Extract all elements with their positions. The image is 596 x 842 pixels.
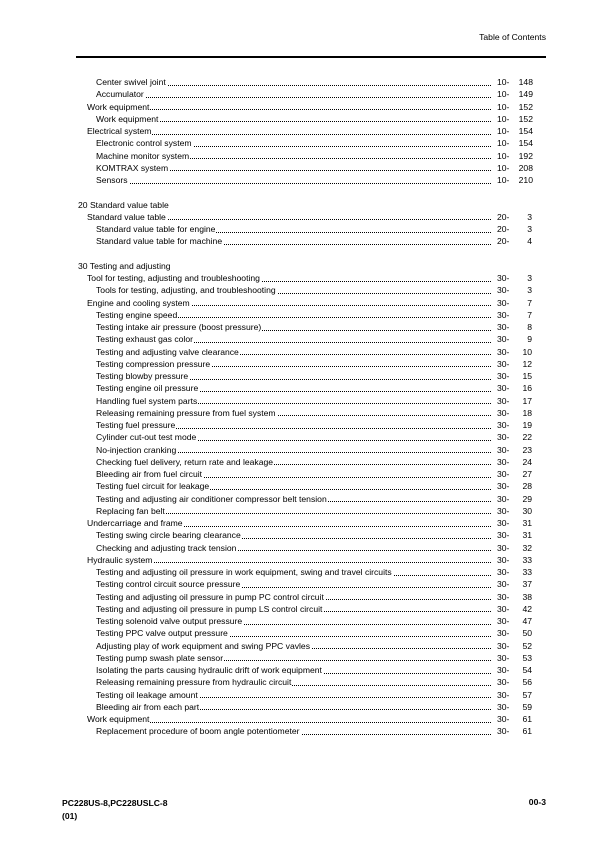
toc-entry-text: Handling fuel system parts (96, 395, 198, 406)
toc-subsection-entry[interactable] (0, 346, 596, 358)
toc-section-number: 10- (497, 175, 510, 185)
toc-entry-text: Isolating the parts causing hydraulic drift of work equipment (96, 665, 322, 675)
toc-entry-text: Bleeding air from each part (96, 701, 200, 712)
toc-subsection-entry[interactable] (0, 235, 596, 247)
toc-subsection-entry[interactable] (0, 664, 596, 676)
toc-entry-title (96, 627, 229, 639)
toc-entry-title (96, 223, 216, 235)
toc-section-entry[interactable] (0, 517, 596, 529)
toc-section-number: 30- (497, 469, 510, 479)
toc-subsection-entry[interactable] (0, 542, 596, 554)
toc-section-number: 30- (497, 346, 510, 357)
footer-revision: (01) (62, 811, 78, 821)
toc-entry-title (96, 689, 199, 701)
toc-section-number: 20- (497, 211, 510, 222)
toc-section-entry[interactable] (0, 554, 596, 566)
toc-subsection-entry[interactable] (0, 174, 596, 186)
toc-subsection-entry[interactable] (0, 640, 596, 652)
toc-page-number: 47 (522, 616, 532, 626)
page-header-title: Table of Contents (479, 32, 546, 42)
toc-section-number: 30- (497, 518, 510, 528)
toc-subsection-entry[interactable] (0, 627, 596, 639)
toc-subsection-entry[interactable] (0, 468, 596, 480)
toc-page-number: 56 (522, 677, 532, 688)
toc-page-number: 152 (518, 113, 533, 124)
toc-entry-title (96, 640, 311, 652)
toc-page-number: 59 (522, 701, 532, 712)
toc-entry-title (87, 713, 150, 725)
toc-entry-title (96, 284, 277, 296)
toc-entry-text: Electrical system (87, 126, 152, 136)
toc-entry-title (96, 162, 169, 174)
toc-section-number: 30- (497, 371, 510, 381)
toc-section-number: 30- (497, 395, 510, 406)
toc-entry-title (96, 407, 277, 419)
toc-entry-text: Replacing fan belt (96, 505, 165, 516)
toc-subsection-entry[interactable] (0, 444, 596, 456)
toc-entry-text: Testing exhaust gas color (96, 334, 193, 345)
toc-entry-text: Adjusting play of work equipment and swing PPC vavles (96, 640, 311, 651)
toc-subsection-entry[interactable] (0, 505, 596, 517)
toc-entry-title (87, 101, 150, 113)
toc-page-number: 10 (522, 346, 532, 357)
footer-model-block (62, 797, 168, 823)
toc-entry-text: Undercarriage and frame (87, 518, 183, 528)
toc-page-number: 152 (518, 101, 533, 112)
toc-section-entry[interactable] (0, 125, 596, 137)
toc-section-entry[interactable] (0, 101, 596, 113)
toc-section-number: 30- (497, 665, 510, 675)
toc-subsection-entry[interactable] (0, 333, 596, 345)
toc-entry-text: Tool for testing, adjusting and troubleshooting (87, 273, 260, 283)
toc-entry-title (96, 431, 197, 443)
toc-section-number: 30- (497, 567, 510, 577)
toc-page-number: 28 (522, 481, 532, 492)
toc-page-number: 16 (522, 383, 532, 394)
toc-page-number: 4 (527, 236, 532, 247)
toc-subsection-entry[interactable] (0, 578, 596, 590)
toc-section-number: 30- (497, 273, 510, 283)
toc-page-number: 31 (522, 530, 532, 541)
toc-subsection-entry[interactable] (0, 419, 596, 431)
toc-entry-title (96, 370, 189, 382)
toc-section-number: 10- (497, 77, 510, 87)
toc-entry-text: Testing and adjusting air conditioner compressor belt tension (96, 493, 327, 504)
table-of-contents (0, 76, 596, 738)
toc-entry-title (96, 395, 198, 407)
toc-entry-text: Bleeding air from fuel circuit (96, 469, 203, 479)
toc-entry-title (96, 529, 242, 541)
toc-section-number: 20- (497, 224, 510, 234)
toc-page-number: 42 (522, 603, 532, 614)
toc-subsection-entry[interactable] (0, 162, 596, 174)
toc-page-number: 24 (522, 456, 532, 467)
toc-entry-title (78, 199, 170, 211)
toc-section-number: 30- (497, 579, 510, 590)
toc-entry-text: Releasing remaining pressure from hydraulic circuit (96, 677, 292, 688)
toc-entry-title (96, 701, 200, 713)
toc-entry-text: Standard value table for engine (96, 224, 216, 234)
toc-section-number: 10- (497, 101, 510, 112)
toc-entry-title (96, 676, 292, 688)
toc-entry-title (96, 456, 274, 468)
toc-section-number: 30- (497, 432, 510, 443)
toc-page-number: 149 (518, 89, 533, 100)
toc-subsection-entry[interactable] (0, 358, 596, 370)
toc-entry-text: Testing blowby pressure (96, 371, 189, 381)
toc-page-number: 53 (522, 652, 532, 663)
toc-entry-text: Testing fuel pressure (96, 420, 176, 430)
toc-entry-title (96, 468, 203, 480)
toc-entry-title (96, 346, 240, 358)
toc-section-number: 30- (497, 554, 510, 565)
toc-subsection-entry[interactable] (0, 493, 596, 505)
toc-entry-title (87, 554, 153, 566)
toc-section-number: 30- (497, 420, 510, 430)
toc-page-number: 50 (522, 628, 532, 639)
toc-page-number: 208 (518, 162, 533, 173)
toc-page-number: 18 (522, 407, 532, 418)
toc-section-number: 30- (497, 444, 510, 455)
toc-section-number: 30- (497, 628, 510, 639)
toc-entry-text: Testing oil leakage amount (96, 689, 198, 700)
toc-page-number: 52 (522, 640, 532, 651)
toc-section-number: 10- (497, 150, 510, 161)
toc-page-number: 22 (522, 432, 532, 443)
toc-section-number: 30- (497, 322, 510, 332)
toc-page-number: 210 (518, 175, 533, 185)
toc-entry-title (96, 591, 325, 603)
toc-section-number: 30- (497, 309, 510, 320)
toc-entry-text: Standard value table for machine (96, 236, 223, 247)
toc-page-number: 9 (527, 334, 532, 345)
toc-entry-text: Checking fuel delivery, return rate and leakage (96, 456, 274, 467)
toc-entry-text: Testing and adjusting oil pressure in pump LS control circuit (96, 603, 323, 614)
footer-page-number: 00-3 (528, 797, 546, 807)
toc-section-entry[interactable] (0, 713, 596, 725)
toc-section-number: 30- (497, 407, 510, 418)
toc-page-number: 154 (518, 126, 533, 136)
toc-entry-text: Hydraulic system (87, 554, 153, 565)
toc-page-number: 15 (522, 371, 532, 381)
toc-subsection-entry[interactable] (0, 76, 596, 88)
toc-entry-title (96, 76, 167, 88)
toc-entry-title (96, 150, 190, 162)
toc-page-number: 61 (522, 714, 532, 724)
toc-subsection-entry[interactable] (0, 652, 596, 664)
toc-entry-title (87, 297, 191, 309)
toc-subsection-entry[interactable] (0, 150, 596, 162)
toc-entry-title (87, 125, 152, 137)
toc-subsection-entry[interactable] (0, 615, 596, 627)
footer-model: PC228US-8,PC228USLC-8 (62, 798, 168, 808)
toc-section-entry[interactable] (0, 297, 596, 309)
toc-entry-title (87, 517, 184, 529)
toc-entry-text: Sensors (96, 175, 128, 185)
toc-page-number: 31 (522, 518, 532, 528)
toc-chapter-heading (0, 260, 596, 272)
toc-subsection-entry[interactable] (0, 370, 596, 382)
toc-entry-text: Testing and adjusting oil pressure in pump PC control circuit (96, 591, 324, 602)
toc-entry-text: Testing engine oil pressure (96, 383, 199, 394)
toc-page-number: 57 (522, 689, 532, 700)
toc-page-number: 32 (522, 542, 532, 553)
toc-page-number: 3 (527, 273, 532, 283)
toc-page-number: 192 (518, 150, 533, 161)
toc-subsection-entry[interactable] (0, 223, 596, 235)
toc-entry-text: Electronic control system (96, 138, 192, 149)
toc-section-number: 10- (497, 113, 510, 124)
toc-entry-title (96, 664, 323, 676)
toc-subsection-entry[interactable] (0, 407, 596, 419)
toc-entry-text: No-injection cranking (96, 444, 177, 455)
toc-subsection-entry[interactable] (0, 566, 596, 578)
toc-entry-text: Releasing remaining pressure from fuel system (96, 407, 276, 418)
toc-entry-text: KOMTRAX system (96, 162, 169, 173)
toc-entry-title (96, 382, 199, 394)
toc-subsection-entry[interactable] (0, 395, 596, 407)
toc-section-number: 30- (497, 689, 510, 700)
toc-subsection-entry[interactable] (0, 88, 596, 100)
toc-entry-title (96, 615, 243, 627)
toc-entry-text: Testing solenoid valve output pressure (96, 616, 243, 626)
toc-entry-text: Testing and adjusting valve clearance (96, 346, 239, 357)
toc-subsection-entry[interactable] (0, 676, 596, 688)
toc-entry-title (96, 652, 224, 664)
toc-entry-title (78, 260, 172, 272)
toc-section-number: 30- (497, 726, 510, 737)
toc-subsection-entry[interactable] (0, 603, 596, 615)
toc-entry-title (87, 211, 167, 223)
toc-entry-title (96, 419, 176, 431)
toc-entry-text: Testing pump swash plate sensor (96, 652, 224, 663)
toc-page-number: 33 (522, 554, 532, 565)
toc-entry-text: Machine monitor system (96, 150, 190, 161)
toc-subsection-entry[interactable] (0, 321, 596, 333)
toc-page-number: 17 (522, 395, 532, 406)
toc-entry-text: Testing fuel circuit for leakage (96, 481, 210, 492)
toc-entry-text: Testing PPC valve output pressure (96, 628, 228, 639)
toc-section-number: 30- (497, 701, 510, 712)
toc-page-number: 3 (527, 224, 532, 234)
toc-entry-text: Checking and adjusting track tension (96, 542, 237, 553)
toc-entry-title (96, 137, 193, 149)
toc-page-number: 30 (522, 505, 532, 516)
toc-page-number: 3 (527, 285, 532, 296)
toc-page-number: 38 (522, 591, 532, 602)
toc-entry-text: Testing compression pressure (96, 358, 211, 369)
toc-page-number: 23 (522, 444, 532, 455)
toc-subsection-entry[interactable] (0, 529, 596, 541)
toc-page-number: 7 (527, 309, 532, 320)
toc-leader-dots (96, 97, 491, 98)
toc-subsection-entry[interactable] (0, 113, 596, 125)
toc-section-number: 30- (497, 542, 510, 553)
toc-section-number: 30- (497, 591, 510, 602)
toc-entry-text: Accumulator (96, 89, 144, 100)
toc-page-number: 154 (518, 138, 533, 149)
toc-page-number: 3 (527, 211, 532, 222)
toc-subsection-entry[interactable] (0, 480, 596, 492)
toc-subsection-entry[interactable] (0, 456, 596, 468)
toc-subsection-entry[interactable] (0, 701, 596, 713)
toc-section-number: 30- (497, 603, 510, 614)
toc-subsection-entry[interactable] (0, 309, 596, 321)
toc-entry-text: Tools for testing, adjusting, and troubleshooting (96, 285, 276, 296)
toc-entry-title (96, 542, 237, 554)
toc-section-number: 30- (497, 640, 510, 651)
toc-entry-text: Testing control circuit source pressure (96, 579, 241, 590)
toc-spacer (0, 186, 596, 198)
toc-section-number: 10- (497, 126, 510, 136)
toc-entry-text: Standard value table (87, 211, 166, 222)
toc-page-number: 33 (522, 567, 532, 577)
toc-entry-text: Testing swing circle bearing clearance (96, 530, 241, 541)
toc-entry-title (96, 493, 328, 505)
toc-chapter-heading (0, 199, 596, 211)
toc-page-number: 61 (522, 726, 532, 737)
toc-entry-title (96, 235, 223, 247)
toc-section-number: 30- (497, 334, 510, 345)
toc-section-entry[interactable] (0, 272, 596, 284)
toc-section-number: 20- (497, 236, 510, 247)
toc-entry-title (96, 725, 301, 737)
toc-entry-text: Testing engine speed (96, 309, 178, 320)
toc-subsection-entry[interactable] (0, 284, 596, 296)
toc-page-number: 29 (522, 493, 532, 504)
toc-subsection-entry[interactable] (0, 725, 596, 737)
toc-subsection-entry[interactable] (0, 591, 596, 603)
toc-section-number: 30- (497, 530, 510, 541)
toc-section-number: 30- (497, 677, 510, 688)
toc-entry-title (96, 309, 178, 321)
toc-section-number: 30- (497, 456, 510, 467)
toc-page-number: 148 (518, 77, 533, 87)
toc-entry-text: Center swivel joint (96, 77, 166, 87)
toc-entry-text: Cylinder cut-out test mode (96, 432, 197, 443)
toc-entry-title (96, 358, 211, 370)
toc-entry-text: 30 Testing and adjusting (78, 260, 171, 271)
toc-leader-dots (96, 183, 491, 184)
toc-section-number: 10- (497, 138, 510, 149)
toc-entry-text: Work equipment (87, 714, 150, 724)
toc-section-number: 30- (497, 285, 510, 296)
toc-section-number: 30- (497, 505, 510, 516)
toc-section-number: 30- (497, 481, 510, 492)
toc-entry-text: Replacement procedure of boom angle potentiometer (96, 726, 300, 737)
toc-section-number: 10- (497, 162, 510, 173)
toc-entry-title (96, 113, 159, 125)
toc-entry-text: Work equipment (87, 101, 150, 112)
toc-entry-title (96, 480, 210, 492)
toc-subsection-entry[interactable] (0, 382, 596, 394)
toc-page-number: 54 (522, 665, 532, 675)
toc-section-number: 30- (497, 652, 510, 663)
toc-entry-title (87, 272, 261, 284)
toc-entry-title (96, 566, 393, 578)
toc-page-number: 8 (527, 322, 532, 332)
toc-subsection-entry[interactable] (0, 431, 596, 443)
toc-page-number: 12 (522, 358, 532, 369)
toc-subsection-entry[interactable] (0, 137, 596, 149)
toc-entry-title (96, 603, 323, 615)
toc-page-number: 7 (527, 297, 532, 308)
toc-section-number: 30- (497, 493, 510, 504)
toc-page-number: 27 (522, 469, 532, 479)
toc-entry-title (96, 333, 194, 345)
header-rule (76, 56, 546, 58)
toc-page-number: 37 (522, 579, 532, 590)
toc-page-number: 19 (522, 420, 532, 430)
toc-entry-title (96, 578, 241, 590)
toc-entry-title (96, 174, 129, 186)
toc-entry-text: Engine and cooling system (87, 297, 190, 308)
toc-spacer (0, 248, 596, 260)
toc-section-entry[interactable] (0, 211, 596, 223)
toc-entry-text: Testing and adjusting oil pressure in work equipment, swing and travel circuits (96, 567, 392, 577)
toc-section-number: 30- (497, 616, 510, 626)
toc-section-number: 30- (497, 297, 510, 308)
toc-entry-text: Testing intake air pressure (boost pressure) (96, 322, 262, 332)
toc-section-number: 10- (497, 89, 510, 100)
toc-section-number: 30- (497, 358, 510, 369)
toc-entry-title (96, 505, 166, 517)
toc-entry-text: 20 Standard value table (78, 199, 169, 210)
toc-entry-title (96, 444, 177, 456)
toc-entry-title (96, 88, 145, 100)
toc-section-number: 30- (497, 383, 510, 394)
toc-entry-title (96, 321, 262, 333)
toc-section-number: 30- (497, 714, 510, 724)
toc-subsection-entry[interactable] (0, 689, 596, 701)
toc-entry-text: Work equipment (96, 113, 159, 124)
